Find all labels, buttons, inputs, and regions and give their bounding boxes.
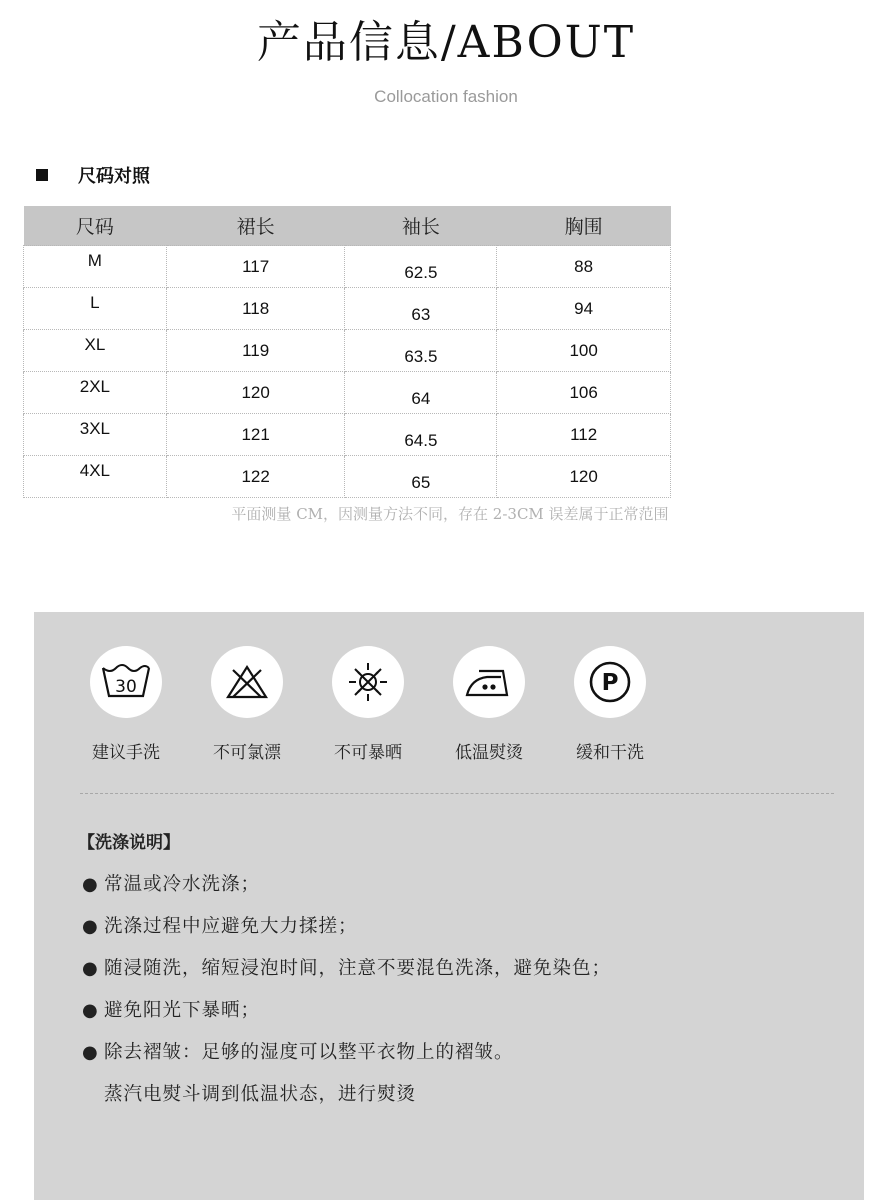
care-icon-label: 不可暴晒	[334, 743, 402, 763]
table-cell: 117	[166, 246, 345, 288]
page-subtitle: Collocation fashion	[374, 87, 518, 106]
column-header-dress-length: 裙长	[166, 206, 345, 246]
table-row	[24, 246, 671, 288]
table-cell: 112	[497, 414, 671, 456]
dashed-divider	[80, 793, 834, 794]
page-title: 产品信息/ABOUT	[256, 17, 636, 68]
column-header-size: 尺码	[24, 206, 167, 246]
care-icon-item	[187, 646, 307, 763]
table-cell: 88	[497, 246, 671, 288]
care-icon-label: 低温熨烫	[455, 743, 523, 763]
list-item	[82, 1038, 611, 1080]
table-cell: 106	[497, 372, 671, 414]
care-panel	[34, 612, 864, 1200]
table-row	[24, 456, 671, 498]
size-table-header	[24, 206, 671, 246]
care-icon-item	[429, 646, 549, 763]
no-sun-icon	[332, 646, 404, 718]
dry-clean-letter: P	[601, 670, 619, 696]
list-item-text: 随浸随洗，缩短浸泡时间，注意不要混色洗涤，避免染色；	[104, 958, 612, 979]
list-item	[82, 870, 611, 912]
table-cell: 100	[497, 330, 671, 372]
table-cell: 4XL	[24, 456, 167, 498]
table-cell: 63.5	[345, 330, 497, 372]
table-cell: M	[24, 246, 167, 288]
table-cell: 120	[166, 372, 345, 414]
table-cell: 65	[345, 456, 497, 498]
bullet-icon: ●	[82, 916, 99, 937]
care-icon-item	[66, 646, 186, 763]
care-icon-item	[308, 646, 428, 763]
list-item	[82, 912, 611, 954]
care-icons-row	[34, 646, 864, 776]
table-cell: 121	[166, 414, 345, 456]
table-cell: 120	[497, 456, 671, 498]
wash-temperature: 30	[115, 677, 137, 697]
table-cell: XL	[24, 330, 167, 372]
table-cell: 3XL	[24, 414, 167, 456]
care-icon-label: 缓和干洗	[576, 743, 644, 763]
table-row	[24, 414, 671, 456]
bullet-icon: ●	[82, 1000, 99, 1021]
table-cell: 118	[166, 288, 345, 330]
table-row	[24, 330, 671, 372]
table-cell: 119	[166, 330, 345, 372]
care-instructions-list	[82, 870, 611, 1080]
table-row	[24, 288, 671, 330]
table-cell: 64.5	[345, 414, 497, 456]
measurement-note: 平面测量 CM，因测量方法不同，存在 2-3CM 误差属于正常范围	[231, 505, 669, 523]
low-iron-icon	[453, 646, 525, 718]
table-cell: 63	[345, 288, 497, 330]
list-item-text: 常温或冷水洗涤；	[104, 874, 261, 895]
table-cell: 122	[166, 456, 345, 498]
table-cell: 62.5	[345, 246, 497, 288]
list-item	[82, 996, 611, 1038]
column-header-bust: 胸围	[497, 206, 671, 246]
bullet-icon: ●	[82, 958, 99, 979]
care-icon-label: 不可氯漂	[213, 743, 281, 763]
size-section-heading	[36, 162, 150, 188]
no-bleach-icon	[211, 646, 283, 718]
table-cell: 64	[345, 372, 497, 414]
dry-clean-p-icon	[574, 646, 646, 718]
size-table	[23, 206, 671, 498]
column-header-sleeve-length: 袖长	[345, 206, 497, 246]
square-bullet-icon	[36, 169, 48, 181]
size-section-title: 尺码对照	[78, 166, 150, 187]
table-cell: 2XL	[24, 372, 167, 414]
list-item	[82, 954, 611, 996]
hand-wash-30-icon	[90, 646, 162, 718]
bullet-icon: ●	[82, 874, 99, 895]
bullet-icon: ●	[82, 1042, 99, 1063]
table-cell: L	[24, 288, 167, 330]
list-item-text: 避免阳光下暴晒；	[104, 1000, 261, 1021]
list-item-text: 除去褶皱：足够的湿度可以整平衣物上的褶皱。	[104, 1042, 514, 1063]
list-item-text: 洗涤过程中应避免大力揉搓；	[104, 916, 358, 937]
care-instructions-title: 【洗涤说明】	[78, 833, 180, 853]
table-cell: 94	[497, 288, 671, 330]
care-extra-line: 蒸汽电熨斗调到低温状态，进行熨烫	[104, 1084, 417, 1105]
care-icon-item	[550, 646, 670, 763]
table-row	[24, 372, 671, 414]
care-icon-label: 建议手洗	[92, 743, 160, 763]
